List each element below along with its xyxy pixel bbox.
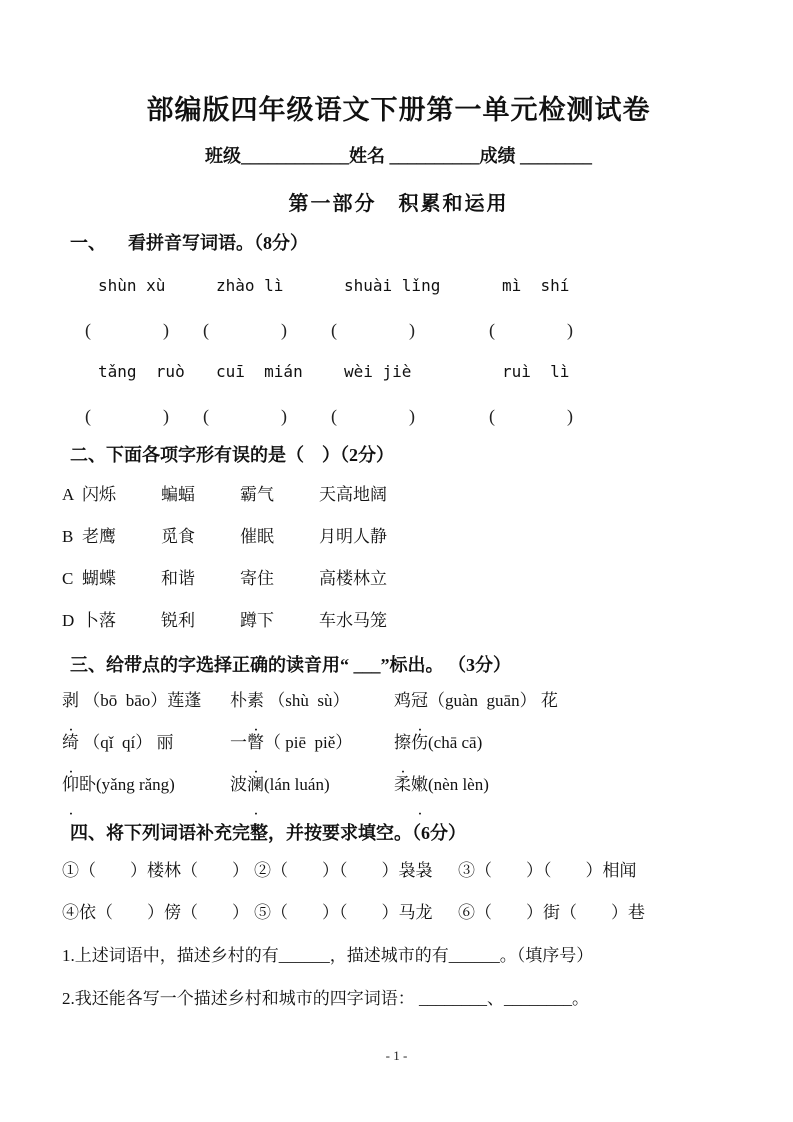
score-blank: ________ (515, 146, 592, 166)
option-word: 催眠 (240, 527, 274, 546)
item-text: (nèn lèn) (428, 775, 489, 794)
option-row-d (62, 600, 735, 642)
student-info-line (62, 144, 735, 168)
answer-parentheses: ( ) (203, 319, 287, 340)
option-row-a (62, 474, 735, 516)
word-completion-item: ④依（ ）傍（ ） (62, 903, 249, 922)
option-row-b (62, 516, 735, 558)
pronunciation-item (62, 722, 230, 764)
section-character-errors (62, 442, 735, 642)
dotted-character: 冠 ● (411, 680, 428, 722)
pinyin-grid (85, 264, 735, 436)
section-4-number: 四、 (70, 823, 106, 843)
word-completion-item: ⑤（ ）（ ）马龙 (254, 903, 433, 922)
dotted-character: 嫩 ● (411, 764, 428, 806)
section-2-title: 下面各项字形有误的是（ ）（2分） (106, 445, 394, 465)
class-blank: ____________ (241, 146, 349, 166)
item-text: 朴 (230, 691, 247, 710)
section-4-title: 将下列词语补充完整，并按要求填空。（6分） (106, 823, 466, 843)
option-word: 蝙蝠 (161, 485, 195, 504)
word-completion-item: ⑥（ ）街（ ）巷 (458, 903, 645, 922)
section-pinyin-writing (62, 230, 735, 436)
dotted-character: 澜 ● (247, 764, 264, 806)
name-label: 姓名 (349, 146, 385, 166)
option-word: 蝴蝶 (82, 569, 116, 588)
pinyin-word: ruì lì (502, 362, 570, 381)
word-completion-item: ③（ ）（ ）相闻 (458, 861, 637, 880)
section-complete-words (62, 820, 735, 1020)
name-blank: __________ (385, 146, 480, 166)
option-word: 卜落 (82, 611, 116, 630)
dotted-character: 瞥 ● (247, 722, 264, 764)
option-letter: C (62, 569, 74, 588)
answer-parentheses: ( ) (489, 319, 573, 340)
option-word: 锐利 (161, 611, 195, 630)
pronunciation-item (230, 764, 394, 806)
option-word: 蹲下 (240, 611, 274, 630)
pronunciation-item (230, 722, 394, 764)
item-text: 一 (230, 733, 247, 752)
pronunciation-item (394, 764, 735, 806)
option-word: 霸气 (240, 485, 274, 504)
page-title: 部编版四年级语文下册第一单元检测试卷 (146, 95, 651, 125)
section-1-number: 一、 (70, 233, 106, 253)
dotted-character: 素 ● (247, 680, 264, 722)
class-label: 班级 (205, 146, 241, 166)
pinyin-word: shùn xù (98, 276, 166, 295)
page-number: - 1 - (385, 1048, 408, 1063)
item-text: （ piē piě） (264, 733, 353, 752)
option-letter: A (62, 485, 75, 504)
word-completion-grid (62, 850, 735, 934)
option-word: 高楼林立 (319, 569, 387, 588)
option-letter: B (62, 527, 74, 546)
item-text: （shù sù） (264, 691, 350, 710)
option-word: 月明人静 (319, 527, 387, 546)
pronunciation-item (230, 680, 394, 722)
answer-parentheses: ( ) (85, 405, 169, 426)
item-text: 波 (230, 775, 247, 794)
pronunciation-item (394, 680, 735, 722)
pinyin-word: mì shí (502, 276, 570, 295)
section-1-heading (70, 230, 735, 256)
item-text: (lán luán) (264, 775, 330, 794)
option-word: 天高地阔 (319, 485, 387, 504)
part-one-heading: 第一部分 积累和运用 (288, 193, 509, 215)
item-text: （qǐ qí） 丽 (79, 733, 174, 752)
section-2-heading (70, 442, 735, 468)
answer-parentheses: ( ) (203, 405, 287, 426)
pronunciation-item (62, 680, 230, 722)
pinyin-word: cuī mián (216, 362, 303, 381)
word-completion-item: ①（ ）楼林（ ） (62, 861, 249, 880)
section-3-heading (70, 652, 735, 678)
item-text: 鸡 (394, 691, 411, 710)
item-text: （guàn guān） 花 (428, 691, 558, 710)
section-2-number: 二、 (70, 445, 106, 465)
item-text: 伤(chā cā) (411, 733, 483, 752)
dotted-character: 绮 ● (62, 722, 79, 764)
item-text: 柔 (394, 775, 411, 794)
section-3-number: 三、 (70, 655, 106, 675)
sub-question-1: 1.上述词语中，描述乡村的有______，描述城市的有______。（填序号） (62, 946, 594, 965)
section-3-title: 给带点的字选择正确的读音用“ ___”标出。 （3分） (106, 655, 511, 675)
section-1-title: 看拼音写词语。（8分） (128, 233, 308, 253)
pinyin-word: tǎng ruò (98, 362, 185, 381)
score-label: 成绩 (479, 146, 516, 166)
sub-question-2: 2.我还能各写一个描述乡村和城市的四字词语： ________、________。 (62, 989, 589, 1008)
option-word: 老鹰 (82, 527, 116, 546)
dotted-character: 擦 ● (394, 722, 411, 764)
dotted-character: 仰 ● (62, 764, 79, 806)
option-word: 闪烁 (82, 485, 116, 504)
option-row-c (62, 558, 735, 600)
option-word: 车水马笼 (319, 611, 387, 630)
section-pronunciation-choice (62, 652, 735, 806)
pinyin-word: shuài lǐng (344, 276, 441, 295)
answer-parentheses: ( ) (331, 405, 415, 426)
pinyin-word: wèi jiè (344, 362, 412, 381)
option-word: 寄住 (240, 569, 274, 588)
option-letter: D (62, 611, 75, 630)
answer-parentheses: ( ) (331, 319, 415, 340)
option-word: 和谐 (161, 569, 195, 588)
pronunciation-grid (62, 680, 735, 806)
pronunciation-item (394, 722, 735, 764)
dotted-character: 剥 ● (62, 680, 79, 722)
option-word: 觅食 (161, 527, 195, 546)
answer-parentheses: ( ) (85, 319, 169, 340)
word-completion-item: ②（ ）（ ）袅袅 (254, 861, 433, 880)
section-4-heading (70, 820, 735, 846)
pronunciation-item (62, 764, 230, 806)
item-text: （bō bāo）莲蓬 (79, 691, 202, 710)
item-text: 卧(yǎng rǎng) (79, 775, 175, 794)
options-list (62, 474, 735, 642)
answer-parentheses: ( ) (489, 405, 573, 426)
pinyin-word: zhào lì (216, 276, 284, 295)
